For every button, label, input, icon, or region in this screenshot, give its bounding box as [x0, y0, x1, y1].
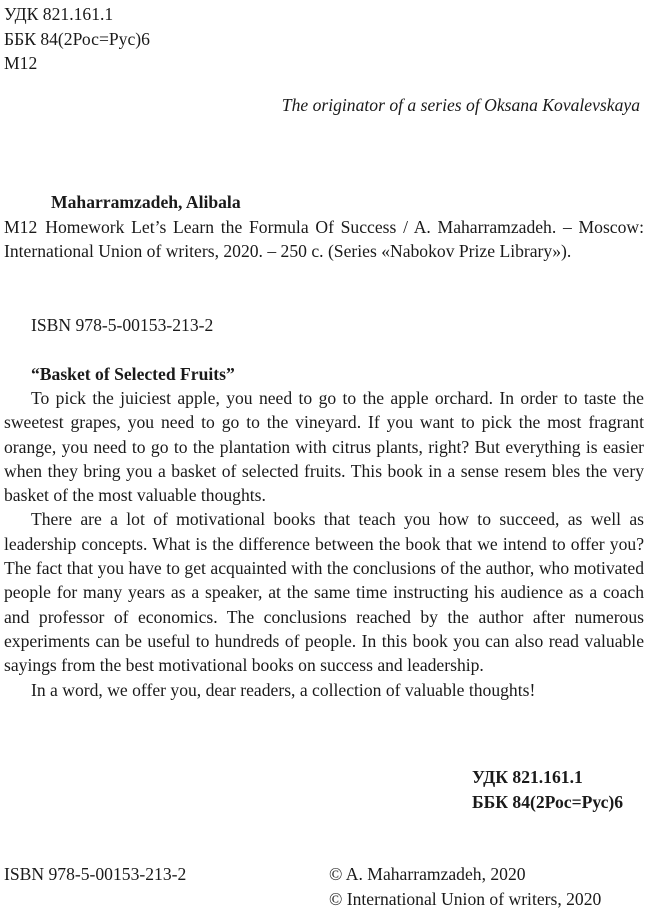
copyright-publisher: © International Union of writers, 2020 — [329, 888, 602, 909]
udk-code: УДК 821.161.1 — [4, 4, 114, 24]
author-mark: М12 — [4, 53, 38, 73]
bibliographic-code: М12 — [4, 217, 38, 237]
classification-codes-top — [4, 2, 150, 76]
abstract-paragraph: There are a lot of motivational books that teach you how to succeed, as well as leadership concepts. What is the difference between the book that we intend to offer you? The fact that you have to get acquainted with the conclusions of the author, who motivated people for many years as a speaker, at the same time instructing his audience as a coach and professor of economics. The conclusions reached by the author after numerous experiments can be useful to hundreds of people. In this book you can also read valuable sayings from the best motivational books on success and leadership. — [4, 509, 644, 676]
abstract-paragraph: To pick the juiciest apple, you need to go to the apple orchard. In order to taste the sweetest grapes, you need to go to the vineyard. If you want to pick the most fragrant orange, you need to go to the plantation with citrus plants, right? But everything is easier when they bring you a basket of selected fruits. This book in a sense resem bles the very basket of the most valuable thoughts. — [4, 388, 644, 506]
copyright-author: © A. Maharramzadeh, 2020 — [329, 864, 526, 884]
abstract-paragraph: In a word, we offer you, dear readers, a collection of valuable thoughts! — [31, 679, 536, 700]
bbk-code: ББК 84(2Рос=Рус)6 — [4, 28, 150, 49]
abstract-body — [4, 386, 644, 702]
classification-codes-bold — [472, 765, 623, 814]
bbk-code-bold: ББК 84(2Рос=Рус)6 — [472, 791, 624, 812]
bibliographic-description — [4, 215, 644, 264]
isbn-line: ISBN 978-5-00153-213-2 — [31, 315, 214, 335]
isbn-footer: ISBN 978-5-00153-213-2 — [4, 864, 187, 884]
author-heading: Maharramzadeh, Alibala — [51, 192, 241, 212]
abstract-title: “Basket of Selected Fruits” — [31, 364, 235, 384]
udk-code-bold: УДК 821.161.1 — [472, 767, 583, 787]
bibliographic-text: Homework Let’s Learn the Formula Of Success / A. Maharramzadeh. – Moscow: International Union of writers, 2020. – 250 с. (Series «Nabokov Prize Library»). — [4, 217, 644, 262]
copyright-block — [329, 862, 601, 911]
series-originator-note: The originator of a series of Oksana Kovalevskaya — [281, 95, 640, 115]
